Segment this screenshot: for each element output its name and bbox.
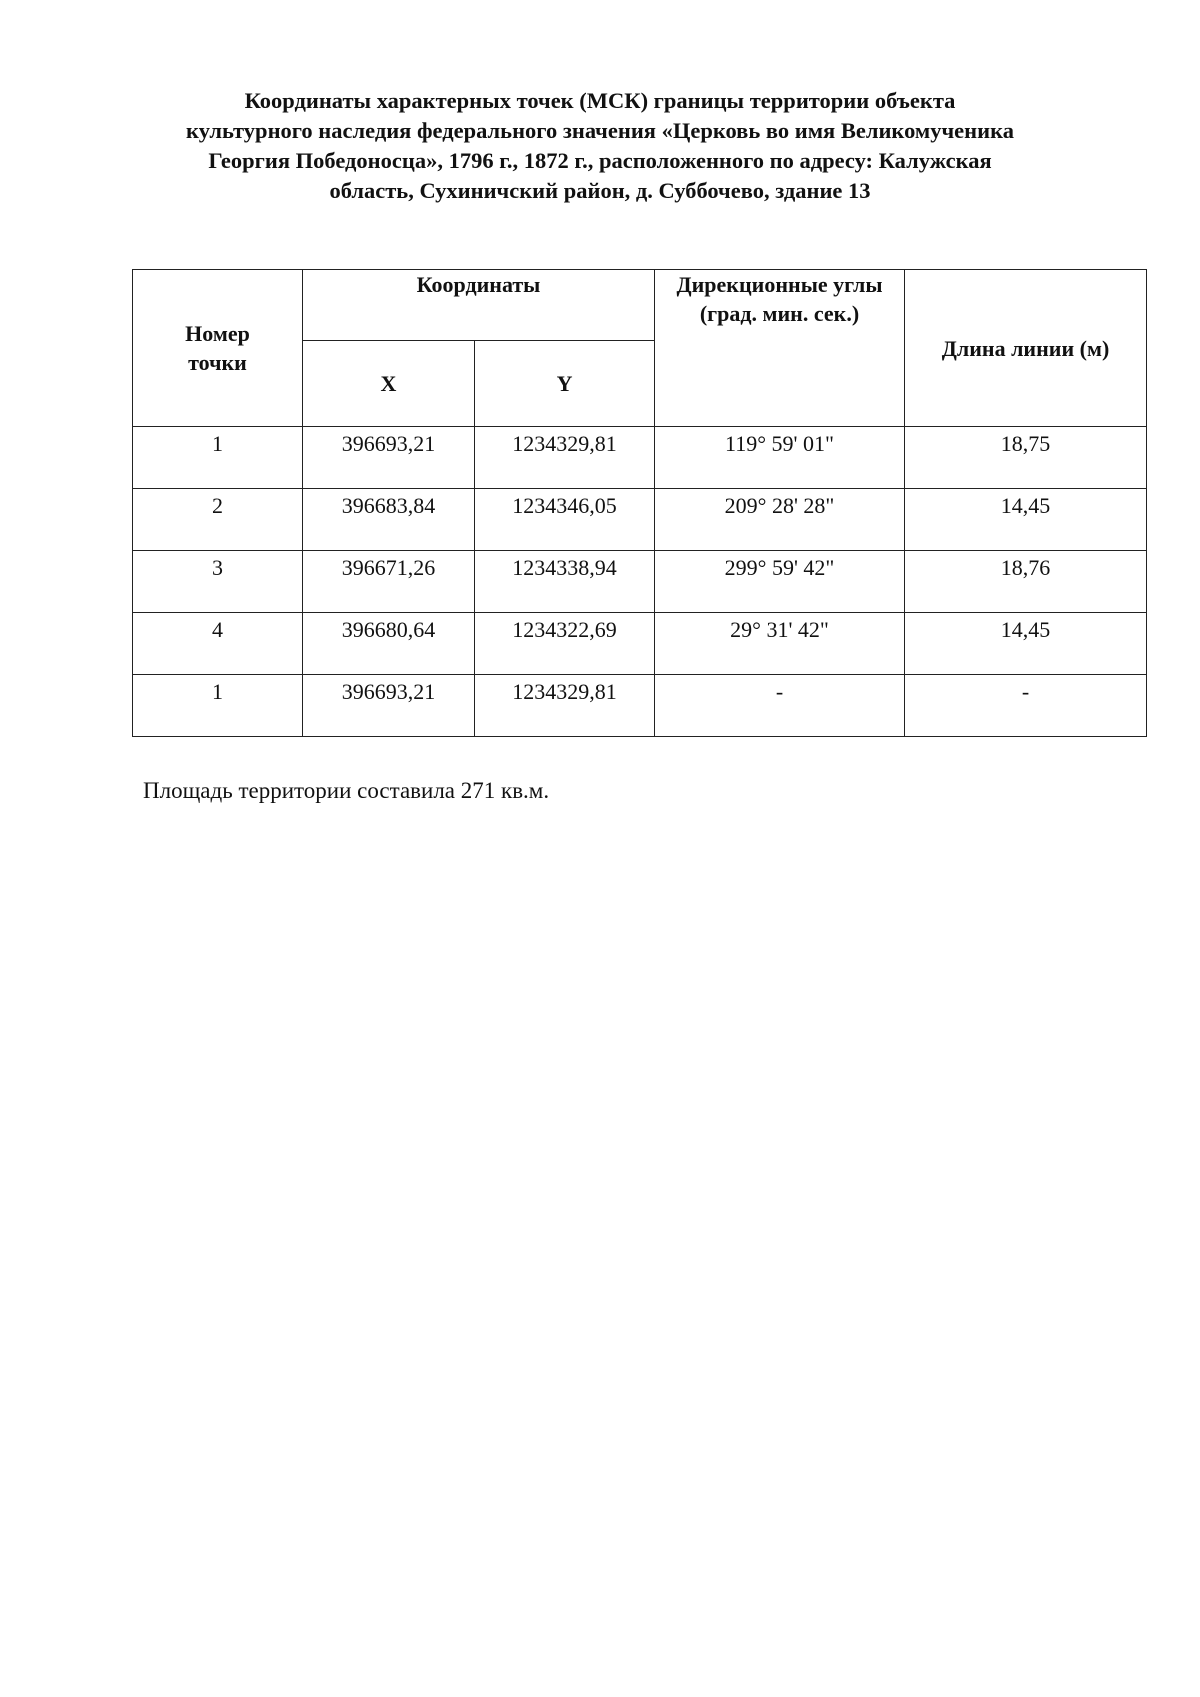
header-line-length: Длина линии (м) <box>905 270 1147 427</box>
cell-x: 396680,64 <box>303 613 475 675</box>
table-row <box>133 551 1147 613</box>
cell-y: 1234329,81 <box>475 675 655 737</box>
cell-length: 18,75 <box>905 427 1147 489</box>
cell-angle: 209° 28' 28" <box>655 489 905 551</box>
title-line-2: культурного наследия федерального значения «Церковь во имя Великомученика <box>186 118 1014 143</box>
area-statement: Площадь территории составила 271 кв.м. <box>143 778 550 803</box>
header-point-number: Номер точки <box>133 270 303 427</box>
cell-length: 18,76 <box>905 551 1147 613</box>
cell-angle: - <box>655 675 905 737</box>
cell-angle: 119° 59' 01" <box>655 427 905 489</box>
cell-point: 3 <box>133 551 303 613</box>
cell-point: 1 <box>133 675 303 737</box>
cell-y: 1234338,94 <box>475 551 655 613</box>
header-coordinates: Координаты <box>303 270 655 341</box>
cell-y: 1234329,81 <box>475 427 655 489</box>
cell-angle: 29° 31' 42" <box>655 613 905 675</box>
cell-x: 396683,84 <box>303 489 475 551</box>
header-directional-angles: Дирекционные углы (град. мин. сек.) <box>655 270 905 427</box>
header-x: X <box>303 341 475 427</box>
cell-length: - <box>905 675 1147 737</box>
cell-point: 4 <box>133 613 303 675</box>
table-row <box>133 675 1147 737</box>
cell-x: 396693,21 <box>303 427 475 489</box>
cell-point: 1 <box>133 427 303 489</box>
table-row <box>133 427 1147 489</box>
header-y: Y <box>475 341 655 427</box>
table-row <box>133 613 1147 675</box>
title-line-4: область, Сухиничский район, д. Суббочево, здание 13 <box>329 178 871 203</box>
cell-y: 1234322,69 <box>475 613 655 675</box>
cell-point: 2 <box>133 489 303 551</box>
table-row <box>133 489 1147 551</box>
document-title <box>120 86 1080 206</box>
cell-x: 396693,21 <box>303 675 475 737</box>
title-line-1: Координаты характерных точек (МСК) границы территории объекта <box>244 88 956 113</box>
coordinates-table <box>132 269 1147 737</box>
cell-x: 396671,26 <box>303 551 475 613</box>
cell-length: 14,45 <box>905 613 1147 675</box>
cell-y: 1234346,05 <box>475 489 655 551</box>
title-line-3: Георгия Победоносца», 1796 г., 1872 г., расположенного по адресу: Калужская <box>208 148 992 173</box>
cell-length: 14,45 <box>905 489 1147 551</box>
cell-angle: 299° 59' 42" <box>655 551 905 613</box>
